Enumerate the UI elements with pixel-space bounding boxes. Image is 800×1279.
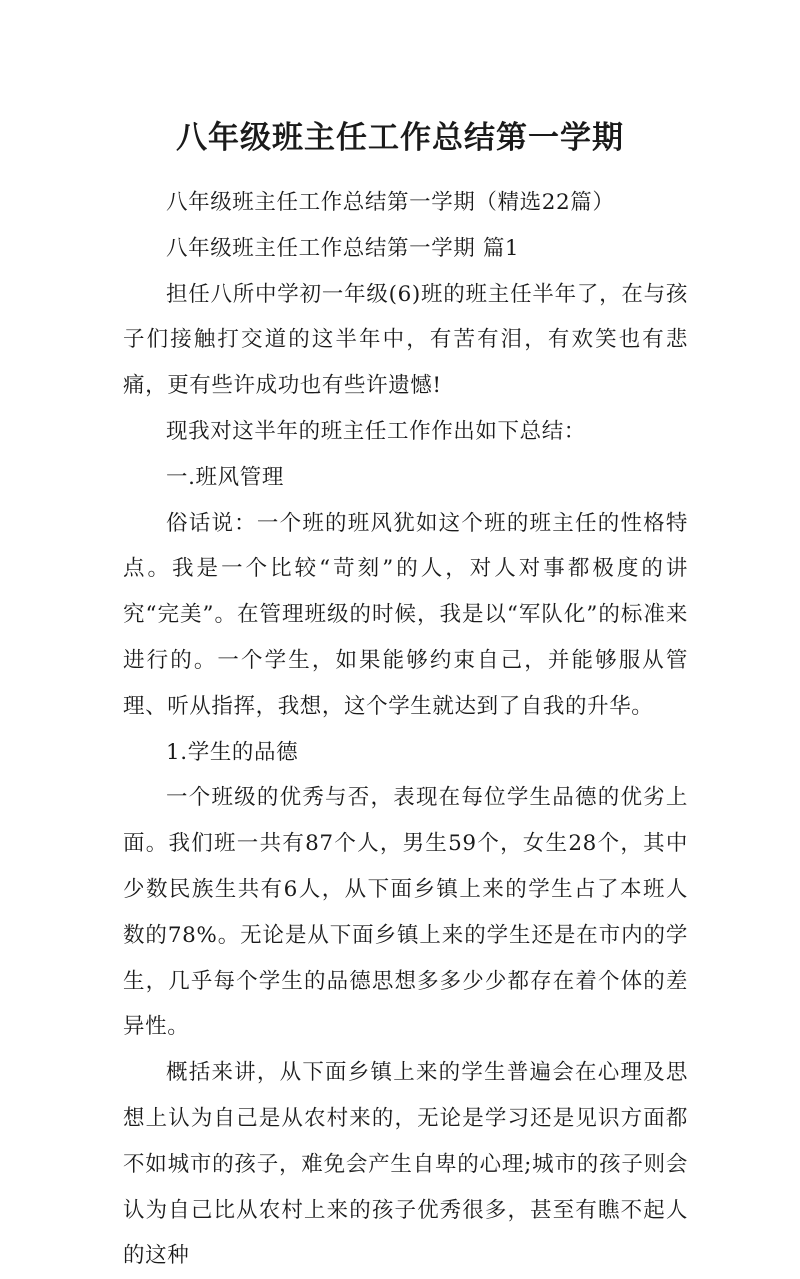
document-title: 八年级班主任工作总结第一学期 xyxy=(176,119,624,156)
body-paragraph: 一个班级的优秀与否，表现在每位学生品德的优劣上面。我们班一共有87个人，男生59个，女生28个，其中少数民族生共有6人，从下面乡镇上来的学生占了本班人数的78%。无论是从下面乡镇上来的学生还是在市内的学生，几乎每个学生的品德思想多多少少都存在着个体的差异性。 xyxy=(123,785,688,1040)
body-paragraph: 担任八所中学初一年级(6)班的班主任半年了，在与孩子们接触打交道的这半年中，有苦有泪，有欢笑也有悲痛，更有些许成功也有些许遗憾! xyxy=(123,281,688,399)
document-body xyxy=(123,180,688,1279)
summary-subtitle: 八年级班主任工作总结第一学期（精选22篇） xyxy=(166,190,615,215)
body-paragraph: 现我对这半年的班主任工作作出如下总结： xyxy=(166,418,586,444)
article-heading: 八年级班主任工作总结第一学期 篇1 xyxy=(166,235,520,261)
body-paragraph: 俗话说：一个班的班风犹如这个班的班主任的性格特点。我是一个比较“苛刻”的人，对人对事都极度的讲究“完美”。在管理班级的时候，我是以“军队化”的标准来进行的。一个学生，如果能够约束自己，并能够服从管理、听从指挥，我想，这个学生就达到了自我的升华。 xyxy=(123,510,688,719)
subsection-heading: 1.学生的品德 xyxy=(166,739,299,765)
section-heading: 一.班风管理 xyxy=(166,464,284,490)
body-paragraph: 概括来讲，从下面乡镇上来的学生普遍会在心理及思想上认为自己是从农村来的，无论是学习还是见识方面都不如城市的孩子，难免会产生自卑的心理;城市的孩子则会认为自己比从农村上来的孩子优秀很多，甚至有瞧不起人的这种 xyxy=(123,1060,688,1269)
